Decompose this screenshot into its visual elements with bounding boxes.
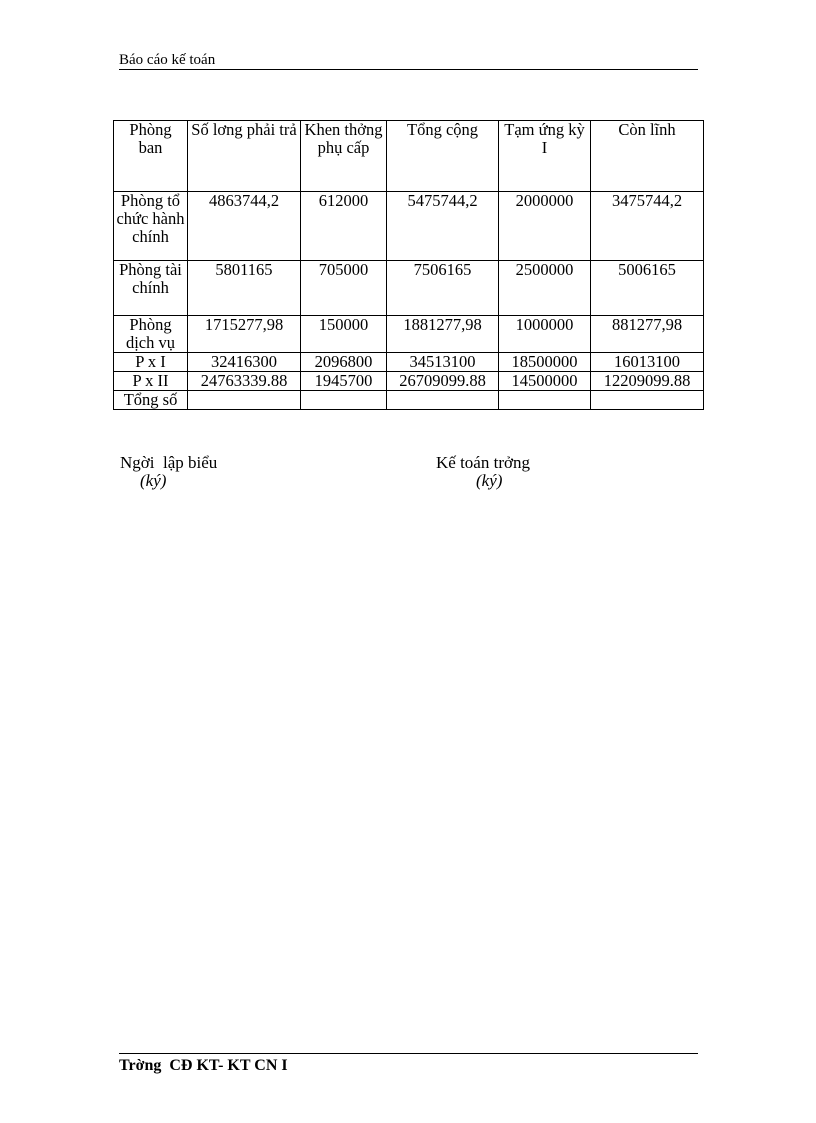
preparer-sign-note: (ký) bbox=[140, 471, 167, 490]
footer-text: Trờng CĐ KT- KT CN I bbox=[119, 1057, 288, 1074]
table-header-row bbox=[114, 121, 704, 192]
table-cell: 2500000 bbox=[499, 261, 591, 316]
table-cell bbox=[188, 391, 301, 410]
table-row bbox=[114, 261, 704, 316]
table-cell: Tổng số bbox=[114, 391, 188, 410]
table-total-row bbox=[114, 391, 704, 410]
preparer-role: Ngời lập biểu bbox=[120, 453, 218, 472]
table-cell: 32416300 bbox=[188, 353, 301, 372]
table-cell: Phòng tài chính bbox=[114, 261, 188, 316]
table-cell: 1715277,98 bbox=[188, 316, 301, 353]
table-cell: 5475744,2 bbox=[387, 192, 499, 261]
table-cell: 24763339.88 bbox=[188, 372, 301, 391]
chief-accountant-sign-note: (ký) bbox=[476, 471, 503, 490]
table-cell: 705000 bbox=[301, 261, 387, 316]
table-cell: 612000 bbox=[301, 192, 387, 261]
table-cell: P x I bbox=[114, 353, 188, 372]
table-cell: P x II bbox=[114, 372, 188, 391]
table-cell: 14500000 bbox=[499, 372, 591, 391]
column-header: Còn lĩnh bbox=[591, 121, 704, 192]
column-header: Khen thởng phụ cấp bbox=[301, 121, 387, 192]
chief-accountant-signature bbox=[436, 454, 530, 490]
header-title: Báo cáo kế toán bbox=[119, 52, 216, 68]
table-cell: 2000000 bbox=[499, 192, 591, 261]
table-cell bbox=[301, 391, 387, 410]
table-cell: 7506165 bbox=[387, 261, 499, 316]
table-cell: 34513100 bbox=[387, 353, 499, 372]
page-footer bbox=[119, 1053, 698, 1074]
table-cell: 18500000 bbox=[499, 353, 591, 372]
table-cell: 881277,98 bbox=[591, 316, 704, 353]
column-header: Tạm ứng kỳ I bbox=[499, 121, 591, 192]
table-cell: Phòng tổ chức hành chính bbox=[114, 192, 188, 261]
table-cell bbox=[499, 391, 591, 410]
column-header: Số lơng phải trả bbox=[188, 121, 301, 192]
salary-table bbox=[113, 120, 704, 410]
table-cell: 2096800 bbox=[301, 353, 387, 372]
table-cell: 3475744,2 bbox=[591, 192, 704, 261]
table-row bbox=[114, 372, 704, 391]
chief-accountant-role: Kế toán trởng bbox=[436, 453, 530, 472]
table-cell: 150000 bbox=[301, 316, 387, 353]
table-cell: 5006165 bbox=[591, 261, 704, 316]
page-header bbox=[119, 52, 698, 70]
table-cell: 1945700 bbox=[301, 372, 387, 391]
table-row bbox=[114, 192, 704, 261]
table-cell: 4863744,2 bbox=[188, 192, 301, 261]
table-cell: 16013100 bbox=[591, 353, 704, 372]
table-cell: 12209099.88 bbox=[591, 372, 704, 391]
table-cell: 5801165 bbox=[188, 261, 301, 316]
preparer-signature bbox=[120, 454, 217, 490]
table-cell: Phòng dịch vụ bbox=[114, 316, 188, 353]
table-row bbox=[114, 353, 704, 372]
table-cell: 26709099.88 bbox=[387, 372, 499, 391]
table-row bbox=[114, 316, 704, 353]
table-cell bbox=[387, 391, 499, 410]
table-cell: 1000000 bbox=[499, 316, 591, 353]
column-header: Tổng cộng bbox=[387, 121, 499, 192]
column-header: Phòng ban bbox=[114, 121, 188, 192]
table-cell bbox=[591, 391, 704, 410]
table-cell: 1881277,98 bbox=[387, 316, 499, 353]
